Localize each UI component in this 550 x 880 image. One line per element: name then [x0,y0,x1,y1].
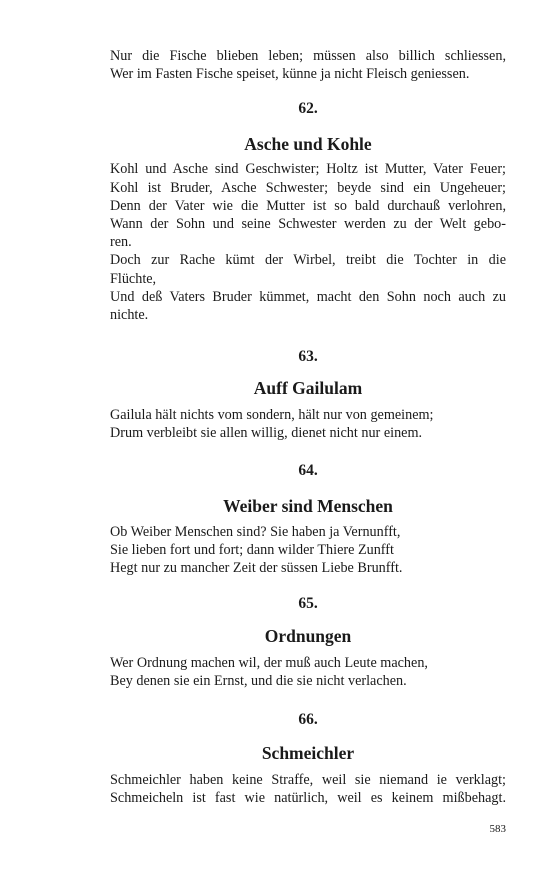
poem-64 [110,461,506,578]
poem-body [110,523,506,578]
poem-title: Asche und Kohle [244,134,372,155]
poem-number: 65. [298,595,318,613]
poem-body [110,406,506,442]
verse-line: Flüchte, [110,270,157,287]
poem-title: Schmeichler [261,742,355,763]
verse-line: Wann der Sohn und seine Schwester werden zu der Welt gebo- [110,216,506,233]
verse-line: Denn der Vater wie die Mutter ist so bald durchauß verlohren, [110,197,506,214]
verse-line: nichte. [110,307,149,324]
verse-line: Ob Weiber Menschen sind? Sie haben ja Vernunfft, [110,523,401,540]
poem-66 [110,710,506,807]
poem-title: Auff Gailulam [253,378,363,399]
verse-line: Gailula hält nichts vom sondern, hält nur von gemeinem; [110,407,434,424]
poem-body [110,654,506,690]
verse-line: Hegt nur zu mancher Zeit der süssen Liebe Brunfft. [110,560,403,577]
verse-line: Wer Ordnung machen wil, der muß auch Leute machen, [110,655,428,672]
poem-number: 62. [298,100,318,118]
verse-line: Und deß Vaters Bruder kümmet, macht den Sohn noch auch zu [110,288,506,305]
verse-line: Kohl und Asche sind Geschwister; Holtz ist Mutter, Vater Feuer; [110,161,506,178]
poem-65 [110,594,506,690]
intro-stanza [110,47,506,83]
verse-line: Kohl ist Bruder, Asche Schwester; beyde sind ein Ungeheuer; [110,179,506,196]
verse-line: Nur die Fische blieben leben; müssen also billich schliessen, [110,48,506,64]
page-number: 583 [489,823,506,835]
verse-line: Doch zur Rache kümt der Wirbel, treibt die Tochter in die [110,252,506,269]
verse-line: Bey denen sie ein Ernst, und die sie nicht verlachen. [110,673,407,690]
page-text-block [110,47,506,807]
poem-number: 63. [298,348,318,366]
poem-body [110,160,506,324]
poem-body [110,771,506,807]
verse-line: ren. [110,234,132,251]
verse-line: Drum verbleibt sie allen willig, dienet nicht nur einem. [110,425,423,442]
verse-line: Schmeicheln ist fast wie natürlich, weil es keinem mißbehagt. [110,789,506,806]
poem-title: Ordnungen [264,626,352,647]
verse-line: Sie lieben fort und fort; dann wilder Thiere Zunfft [110,541,394,558]
poem-62 [110,99,506,324]
poem-number: 64. [298,461,318,479]
verse-line: Wer im Fasten Fische speiset, künne ja nicht Fleisch geniessen. [110,66,470,83]
poem-63 [110,347,506,442]
verse-line: Schmeichler haben keine Straffe, weil sie niemand ie verklagt; [110,771,506,788]
poem-title: Weiber sind Menschen [223,495,393,516]
poem-number: 66. [298,710,318,728]
